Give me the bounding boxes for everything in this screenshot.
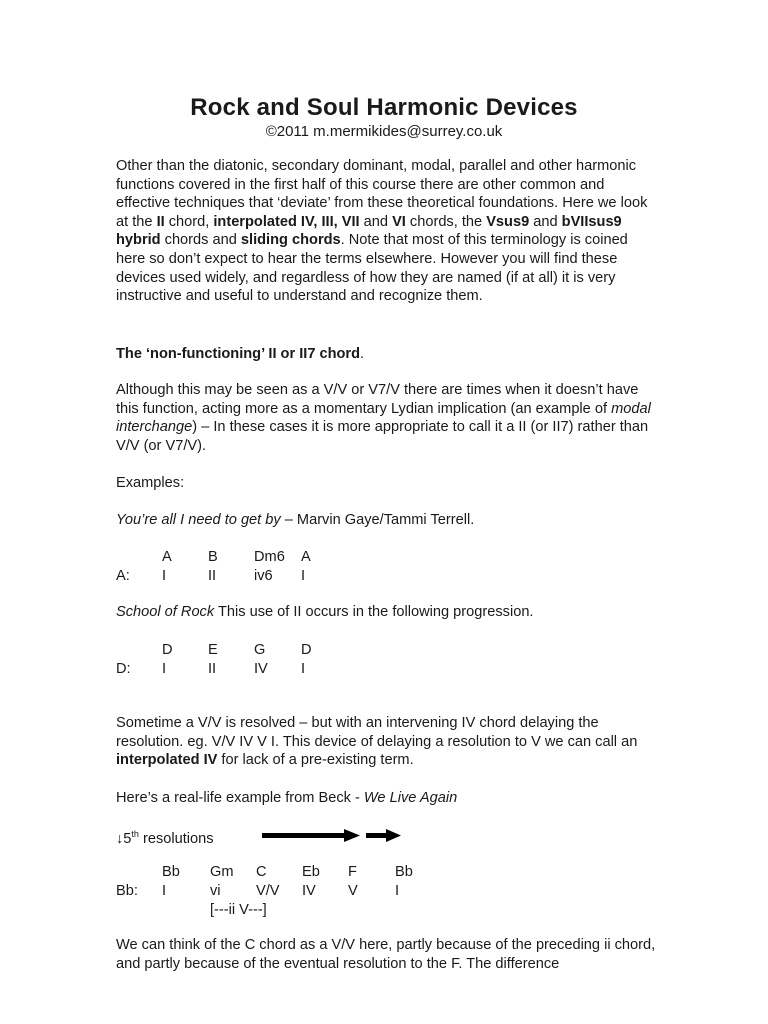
roman-numeral: iv6 <box>254 568 273 584</box>
chord-name: A <box>162 549 172 565</box>
key-label: Bb: <box>116 883 138 899</box>
example1-artist: – Marvin Gaye/Tammi Terrell. <box>280 512 475 528</box>
section2-text: for lack of a pre-existing term. <box>217 752 414 769</box>
chord-name: F <box>348 864 357 880</box>
roman-numeral: I <box>162 661 167 677</box>
intro-bold-term: II <box>156 213 165 230</box>
roman-numeral: I <box>301 568 306 584</box>
roman-numeral: I <box>162 568 167 584</box>
section-heading-period: . <box>360 346 365 362</box>
intro-bold-term: bVIIsus9 hybrid <box>116 213 622 249</box>
intro-text: chords and <box>160 232 241 249</box>
beck-example-caption <box>116 789 656 808</box>
key-label: A: <box>116 568 130 584</box>
section1-text: ) – In these cases it is more appropriate to call it a II (or II7) rather than V/V (or V7/V). <box>116 419 649 454</box>
beck-text: Here’s a real-life example from Beck - <box>116 790 364 806</box>
chord-name: Eb <box>302 864 320 880</box>
section2-text: Sometime a V/V is resolved – but with an intervening IV chord delaying the resolution. eg. V/V IV V I. This device of delaying a resolution to V we can call an <box>116 715 638 750</box>
chord-name: C <box>256 864 267 880</box>
chord-name: E <box>208 642 218 658</box>
intro-text: and <box>529 213 562 230</box>
example1-caption <box>116 511 656 530</box>
chord-name: Gm <box>210 864 234 880</box>
document-title: Rock and Soul Harmonic Devices <box>190 94 578 121</box>
key-label: D: <box>116 661 131 677</box>
down-fifth-label: ↓5 <box>116 830 132 847</box>
chord-name: Bb <box>162 864 180 880</box>
roman-numeral: IV <box>254 661 268 677</box>
roman-numeral: IV <box>302 883 316 899</box>
section-heading <box>116 345 656 364</box>
long-right-arrow-icon <box>262 828 362 844</box>
roman-numeral: I <box>395 883 400 899</box>
ii-v-bracket: [---ii V---] <box>210 902 267 918</box>
examples-label: Examples: <box>116 475 185 491</box>
chord-name: G <box>254 642 266 658</box>
intro-text: and <box>359 213 393 230</box>
closing-paragraph: We can think of the C chord as a V/V here, partly because of the preceding ii chord, and partly because of the eventual resolution to the F. The difference <box>116 937 656 972</box>
intro-text: chords, the <box>405 213 487 230</box>
roman-numeral: V <box>348 883 358 899</box>
intro-text: chord, <box>164 213 214 230</box>
roman-numeral: II <box>208 568 217 584</box>
roman-numeral: I <box>301 661 306 677</box>
intro-bold-term: sliding chords <box>240 232 341 249</box>
chord-name: Bb <box>395 864 413 880</box>
chord-name: A <box>301 549 311 565</box>
section1-text: Although this may be seen as a V/V or V7/V there are times when it doesn’t have this function, acting more as a momentary Lydian implication (an example of <box>116 382 639 417</box>
section-heading-text: The ‘non-functioning’ II or II7 chord <box>116 346 361 362</box>
short-right-arrow-icon <box>366 828 402 844</box>
chord-name: D <box>301 642 312 658</box>
section1-paragraph <box>116 381 656 455</box>
section2-bold-term: interpolated IV <box>116 752 218 769</box>
chord-name: B <box>208 549 218 565</box>
roman-numeral: V/V <box>256 883 280 899</box>
chord-name: D <box>162 642 173 658</box>
section1-italic-term: modal interchange <box>116 400 651 436</box>
intro-text: Other than the diatonic, secondary dominant, modal, parallel and other harmonic functions covered in the first half of this course there are other common and effective techniques that ‘deviate’ from these theoretical foundations. Here we look at the <box>116 158 648 230</box>
example2-caption <box>116 603 656 622</box>
intro-bold-term: interpolated IV, III, VII <box>213 213 360 230</box>
section2-paragraph <box>116 714 656 770</box>
example2-song-title: School of Rock <box>116 604 215 620</box>
intro-text: . Note that most of this terminology is coined here so don’t expect to hear the terms elsewhere. However you will find these devices used widely, and regardless of how they are named (if at all) it is very instructive and useful to understand and recognize them. <box>116 232 628 305</box>
example1-song-title: You’re all I need to get by <box>116 512 281 528</box>
intro-paragraph <box>116 157 656 306</box>
roman-numeral: II <box>208 661 217 677</box>
roman-numeral: vi <box>210 883 221 899</box>
resolutions-text: resolutions <box>138 830 214 847</box>
intro-bold-term: Vsus9 <box>486 213 530 230</box>
beck-song-title: We Live Again <box>363 790 458 806</box>
example2-description: This use of II occurs in the following progression. <box>214 604 534 620</box>
author-copyright: ©2011 m.mermikides@surrey.co.uk <box>265 123 503 140</box>
chord-name: Dm6 <box>254 549 285 565</box>
superscript-th: th <box>131 829 139 839</box>
roman-numeral: I <box>162 883 167 899</box>
intro-bold-term: VI <box>392 213 406 230</box>
